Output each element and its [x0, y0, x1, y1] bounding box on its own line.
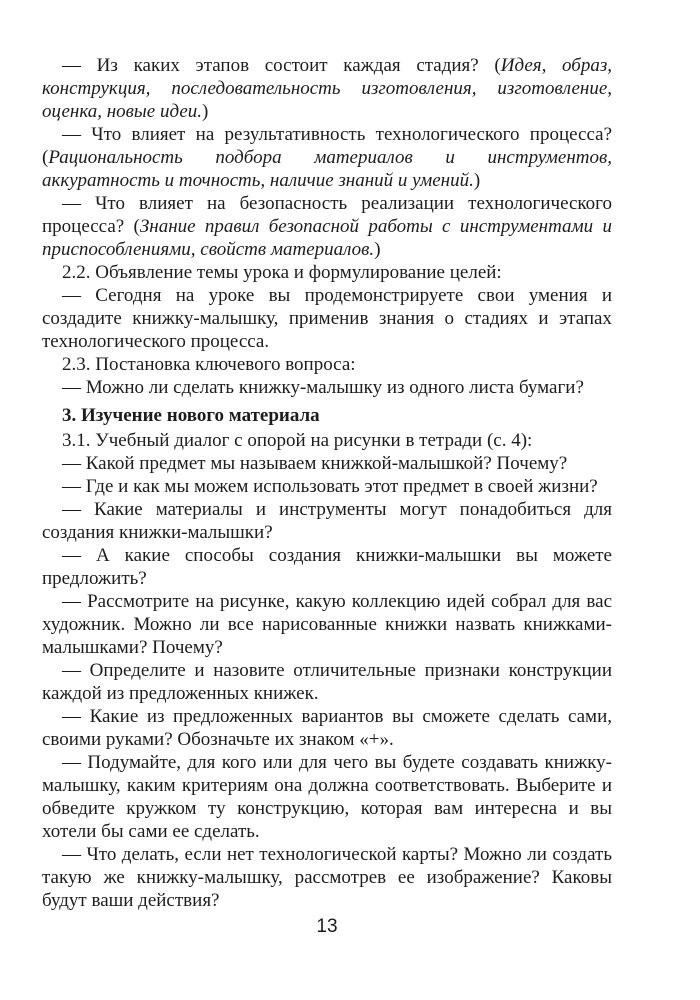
text-run: — Подумайте, для кого или для чего вы будете создавать книжку-малышку, каким критериям она должна соответствовать. Выберите и обведите кружком ту конструкцию, которая вам интересна и вы хотели бы сами ее сделать.	[42, 752, 612, 842]
page-number: 13	[316, 916, 338, 937]
text-run: — Из каких этапов состоит каждая стадия? (	[62, 55, 501, 76]
paragraph-5	[42, 284, 612, 353]
text-run: 2.3. Постановка ключевого вопроса:	[62, 354, 356, 375]
paragraph-12	[42, 498, 612, 544]
paragraph-13	[42, 544, 612, 590]
paragraph-3	[42, 192, 612, 261]
paragraph-4	[42, 261, 612, 284]
paragraph-2	[42, 123, 612, 192]
section-heading	[42, 404, 612, 427]
text-run: — Какие материалы и инструменты могут понадобиться для создания книжки-малышки?	[42, 499, 612, 543]
text-run: Идея, образ, конструкция, последовательность изготовления, изготовление, оценка, новые идеи.	[42, 55, 612, 122]
text-run: — Что влияет на результативность технологического процесса? (	[42, 124, 612, 168]
paragraph-10	[42, 452, 612, 475]
text-run: )	[374, 239, 381, 260]
text-run: — Определите и назовите отличительные признаки конструкции каждой из предложенных книжек.	[42, 660, 612, 704]
text-run: — Какие из предложенных вариантов вы сможете сделать сами, своими руками? Обозначьте их знаком «+».	[42, 706, 612, 750]
text-run: — Какой предмет мы называем книжкой-малышкой? Почему?	[62, 453, 568, 474]
text-run: — Рассмотрите на рисунке, какую коллекцию идей собрал для вас художник. Можно ли все нарисованные книжки назвать книжками-малышками? Почему?	[42, 591, 612, 658]
text-run: Знание правил безопасной работы с инструментами и приспособлениями, свойств материалов.	[42, 216, 612, 260]
paragraph-18	[42, 843, 612, 912]
paragraph-7	[42, 376, 612, 399]
text-run: — Сегодня на уроке вы продемонстрируете свои умения и создадите книжку-малышку, применив знания о стадиях и этапах технологического процесса.	[42, 285, 612, 352]
paragraph-16	[42, 705, 612, 751]
paragraph-11	[42, 475, 612, 498]
paragraph-17	[42, 751, 612, 843]
text-run: Рациональность подбора материалов и инструментов, аккуратность и точность, наличие знаний и умений.	[42, 147, 612, 191]
text-run: 2.2. Объявление темы урока и формулирование целей:	[62, 262, 502, 283]
text-run: )	[202, 101, 209, 122]
paragraph-1	[42, 54, 612, 123]
text-run: — Можно ли сделать книжку-малышку из одного листа бумаги?	[62, 377, 584, 398]
text-run: 3. Изучение нового материала	[62, 405, 320, 426]
page-text-block	[42, 54, 612, 912]
text-run: — Что влияет на безопасность реализации технологического процесса? (	[42, 193, 612, 237]
text-run: )	[473, 170, 481, 191]
paragraph-14	[42, 590, 612, 659]
paragraph-6	[42, 353, 612, 376]
text-run: — Где и как мы можем использовать этот предмет в своей жизни?	[62, 476, 598, 497]
text-run: 3.1. Учебный диалог с опорой на рисунки в тетради (с. 4):	[62, 430, 533, 451]
paragraph-9	[42, 429, 612, 452]
text-run: — А какие способы создания книжки-малышки вы можете предложить?	[42, 545, 612, 589]
paragraph-15	[42, 659, 612, 705]
text-run: — Что делать, если нет технологической карты? Можно ли создать такую же книжку-малышку, рассмотрев ее изображение? Каковы будут ваши действия?	[42, 844, 612, 911]
